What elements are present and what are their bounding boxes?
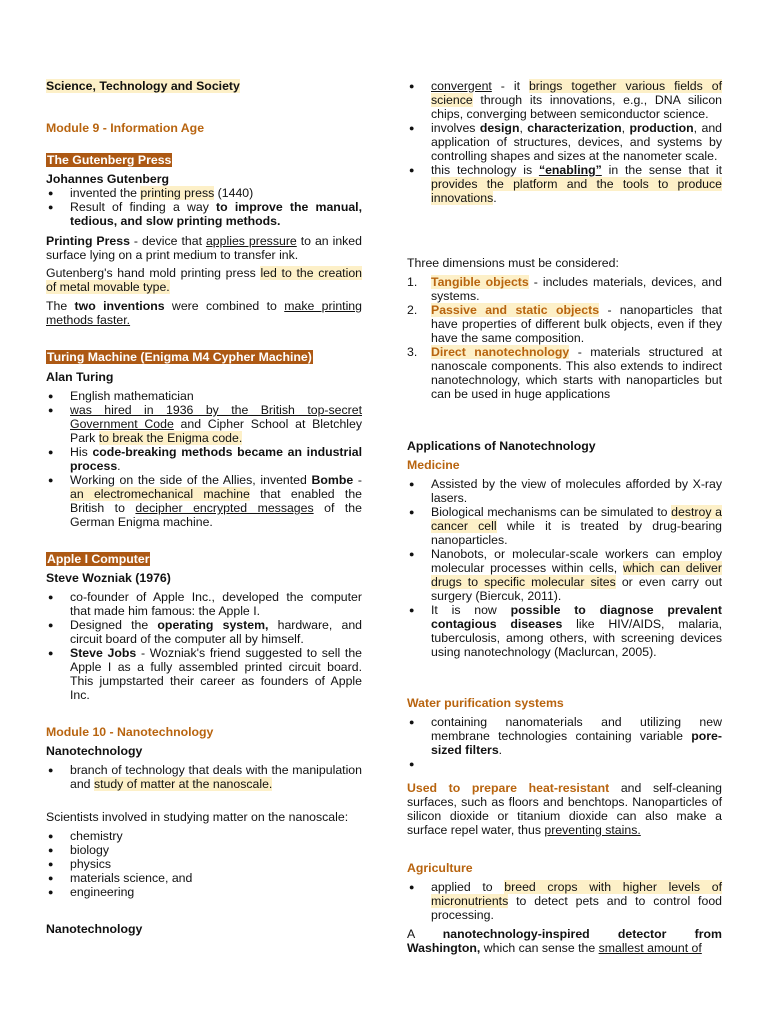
- gutenberg-bullets: [46, 186, 362, 228]
- list-item: ● Working on the side of the Allies, invented Bombe - an electromechanical machine that enabled the British to decipher encrypted messages of the German Enigma machine.: [46, 473, 362, 529]
- nano-definition-bullets: [46, 763, 362, 791]
- water-heading: Water purification systems: [407, 696, 564, 710]
- medicine-bullets: [407, 477, 722, 659]
- fields-list: [46, 829, 362, 899]
- list-item: 3. Direct nanotechnology - materials structured at nanoscale components. This also extends to indirect nanotechnology, which starts with nanoparticles but can be used in huge applications: [407, 345, 723, 401]
- list-item: ● His code-breaking methods became an industrial process.: [46, 445, 362, 473]
- medicine-heading: Medicine: [407, 458, 460, 472]
- list-item: ● engineering: [46, 885, 362, 899]
- list-item: ● It is now possible to diagnose prevalent contagious diseases like HIV/AIDS, malaria, tuberculosis, among others, with screening devices using nanotechnology (Maclurcan, 2005).: [407, 603, 722, 659]
- list-item: ● containing nanomaterials and utilizing new membrane technologies containing variable pore-sized filters.: [407, 715, 722, 757]
- list-item: [407, 757, 722, 771]
- list-item: ● co-founder of Apple Inc., developed the computer that made him famous: the Apple I.: [46, 590, 362, 618]
- list-item: ● biology: [46, 843, 362, 857]
- apple-person: Steve Wozniak (1976): [46, 571, 171, 585]
- list-item: ● branch of technology that deals with the manipulation and study of matter at the nanoscale.: [46, 763, 362, 791]
- agriculture-bullets: [407, 880, 722, 922]
- printing-press-paragraph: Printing Press - device that applies pressure to an inked surface lying on a print medium to transfer ink.: [46, 234, 362, 262]
- dimensions-list: [407, 275, 722, 401]
- list-item: ● Result of finding a way to improve the manual, tedious, and slow printing methods.: [46, 200, 362, 228]
- list-item: ● English mathematician: [46, 389, 362, 403]
- nano-properties-bullets: [407, 79, 722, 205]
- module-10-title: Module 10 - Nanotechnology: [46, 725, 214, 739]
- list-item: ● materials science, and: [46, 871, 362, 885]
- gutenberg-heading: The Gutenberg Press: [47, 153, 172, 167]
- list-item: ● applied to breed crops with higher levels of micronutrients to detect pets and to control food processing.: [407, 880, 722, 922]
- nanotechnology-heading-2: Nanotechnology: [46, 922, 143, 936]
- list-item: ● was hired in 1936 by the British top-secret Government Code and Cipher School at Bletchley Park to break the Enigma code.: [46, 403, 362, 445]
- list-item: ● involves design, characterization, production, and application of structures, devices, and systems by controlling shapes and sizes at the nanometer scale.: [407, 121, 722, 163]
- list-item: ● Biological mechanisms can be simulated to destroy a cancer cell while it is treated by drug-bearing nanoparticles.: [407, 505, 722, 547]
- list-item: ● Assisted by the view of molecules afforded by X-ray lasers.: [407, 477, 722, 505]
- detector-paragraph: A nanotechnology-inspired detector from Washington, which can sense the smallest amount of: [407, 927, 722, 955]
- agriculture-heading: Agriculture: [407, 861, 473, 875]
- list-item: ● Nanobots, or molecular-scale workers can employ molecular processes within cells, which can deliver drugs to specific molecular sites or even carry out surgery (Biercuk, 2011).: [407, 547, 722, 603]
- list-item: 1. Tangible objects - includes materials, devices, and systems.: [407, 275, 722, 303]
- apple-heading: Apple I Computer: [47, 552, 150, 566]
- turing-person: Alan Turing: [46, 370, 114, 384]
- list-item: ● this technology is “enabling” in the sense that it provides the platform and the tools to produce innovations.: [407, 163, 722, 205]
- hand-mold-paragraph: Gutenberg's hand mold printing press led to the creation of metal movable type.: [46, 266, 362, 294]
- list-item: ● Designed the operating system, hardware, and circuit board of the computer all by himself.: [46, 618, 362, 646]
- list-item: ● invented the printing press (1440): [46, 186, 362, 200]
- applications-heading: Applications of Nanotechnology: [407, 439, 596, 453]
- gutenberg-person: Johannes Gutenberg: [46, 172, 169, 186]
- list-item: 2. Passive and static objects - nanoparticles that have properties of different bulk objects, even if they have the same composition.: [407, 303, 722, 345]
- dimensions-intro: Three dimensions must be considered:: [407, 256, 619, 270]
- list-item: ● convergent - it brings together various fields of science through its innovations, e.g., DNA silicon chips, converging between semiconductor science.: [407, 79, 722, 121]
- list-item: ● chemistry: [46, 829, 362, 843]
- apple-bullets: [46, 590, 362, 702]
- course-title: Science, Technology and Society: [46, 79, 240, 93]
- scientists-intro: Scientists involved in studying matter on the nanoscale:: [46, 810, 349, 824]
- nanotechnology-heading: Nanotechnology: [46, 744, 143, 758]
- turing-bullets: [46, 389, 362, 529]
- heat-resistant-paragraph: Used to prepare heat-resistant and self-cleaning surfaces, such as floors and benchtops. Nanoparticles of silicon dioxide or titanium dioxide can also make a surface repel water, thus preventing stains.: [407, 781, 722, 837]
- two-inventions-paragraph: The two inventions were combined to make printing methods faster.: [46, 299, 362, 327]
- module-9-title: Module 9 - Information Age: [46, 121, 205, 135]
- turing-heading: Turing Machine (Enigma M4 Cypher Machine): [47, 350, 312, 364]
- list-item: ● Steve Jobs - Wozniak's friend suggested to sell the Apple I as a fully assembled printed circuit board. This jumpstarted their career as founders of Apple Inc.: [46, 646, 362, 702]
- list-item: ● physics: [46, 857, 362, 871]
- water-bullets: [407, 715, 722, 771]
